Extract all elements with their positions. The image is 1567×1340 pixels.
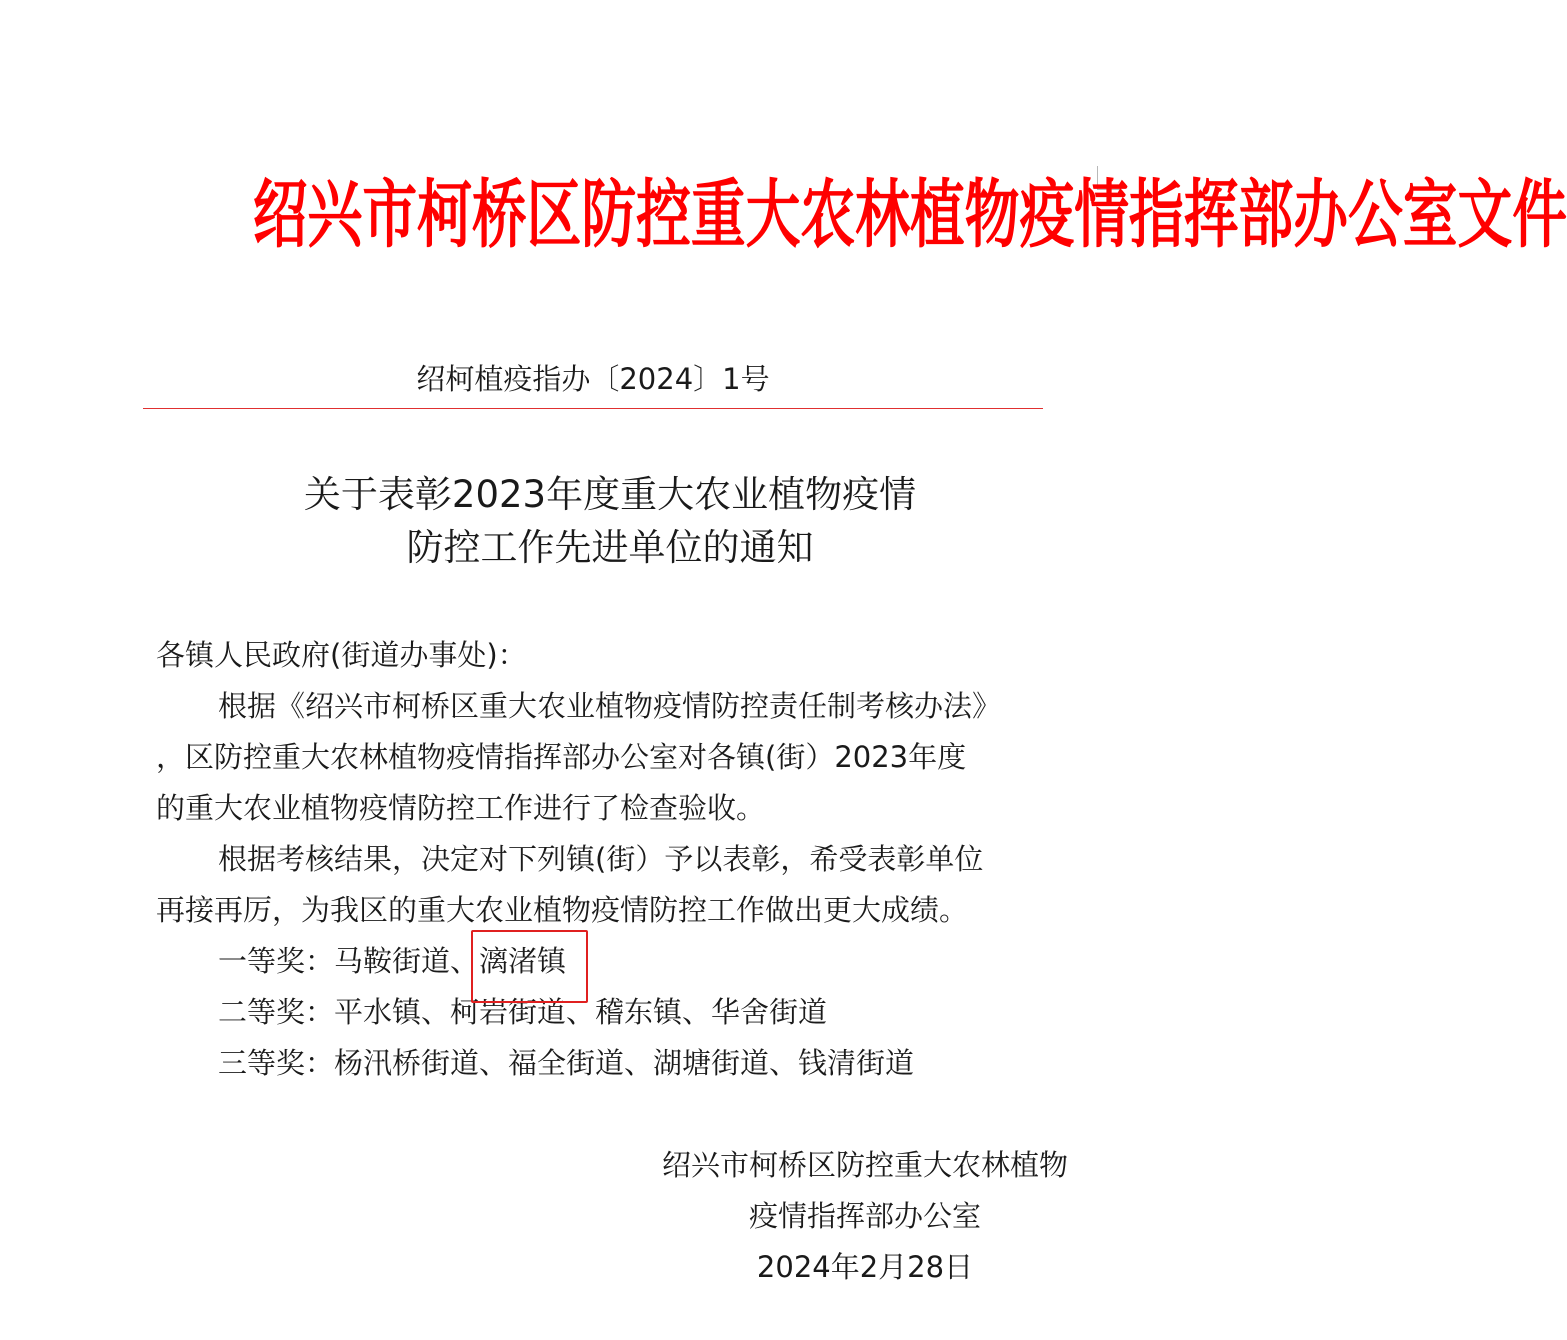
paragraph-1-line-1: 根据《绍兴市柯桥区重大农业植物疫情防控责任制考核办法》 [218, 689, 1002, 723]
red-separator-line [143, 408, 1043, 409]
paragraph-1-line-3: 的重大农业植物疫情防控工作进行了检查验收。 [156, 791, 766, 825]
third-prize-line: 三等奖：杨汛桥街道、福全街道、湖塘街道、钱清街道 [218, 1046, 915, 1080]
salutation: 各镇人民政府(街道办事处)： [156, 638, 527, 672]
second-prize-line: 二等奖：平水镇、柯岩街道、稽东镇、华舍街道 [218, 995, 828, 1029]
red-header-title: 绍兴市柯桥区防控重大农林植物疫情指挥部办公室文件 [252, 172, 1567, 258]
signature-org-line-1: 绍兴市柯桥区防控重大农林植物 [661, 1148, 1068, 1182]
paragraph-1-line-2: ，区防控重大农林植物疫情指挥部办公室对各镇(街）2023年度 [156, 740, 967, 774]
paragraph-2-line-2: 再接再厉，为我区的重大农业植物疫情防控工作做出更大成绩。 [156, 893, 969, 927]
notice-body [156, 630, 1106, 1089]
notice-title-line-2: 防控工作先进单位的通知 [406, 526, 814, 569]
first-prize-line [156, 936, 1106, 987]
notice-title [140, 468, 1080, 574]
signature-date: 2024年2月28日 [756, 1250, 974, 1284]
paragraph-2-line-1: 根据考核结果，决定对下列镇(街）予以表彰，希受表彰单位 [218, 842, 984, 876]
highlighted-winner: 漓渚镇 [479, 936, 566, 987]
first-prize-winners: 一等奖：马鞍街道、 [218, 944, 480, 978]
document-number: 绍柯植疫指办〔2024〕1号 [416, 362, 770, 396]
signature-org-line-2: 疫情指挥部办公室 [748, 1199, 981, 1233]
signature-block [620, 1140, 1110, 1293]
notice-title-line-1: 关于表彰2023年度重大农业植物疫情 [303, 473, 917, 516]
